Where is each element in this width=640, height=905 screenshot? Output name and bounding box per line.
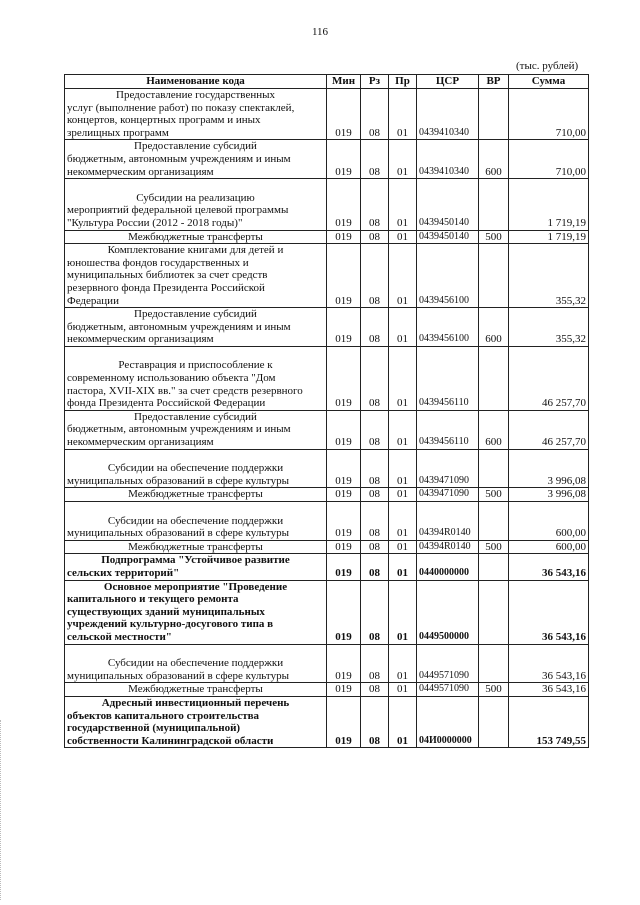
row-name-line: муниципальных образований в сфере культуры	[67, 669, 289, 682]
row-name	[65, 308, 327, 347]
row-name	[65, 580, 327, 644]
table-row	[65, 449, 589, 488]
row-vr	[479, 449, 509, 488]
row-min: 019	[327, 644, 361, 683]
row-vr	[479, 89, 509, 140]
row-name-line: Межбюджетные трансферты	[128, 540, 263, 553]
row-pr: 01	[389, 696, 417, 747]
table-row	[65, 410, 589, 449]
row-pr: 01	[389, 554, 417, 580]
row-min: 019	[327, 683, 361, 697]
row-pr: 01	[389, 580, 417, 644]
table-row	[65, 346, 589, 410]
table-row	[65, 244, 589, 308]
row-spacer	[67, 179, 324, 192]
row-pr: 01	[389, 346, 417, 410]
row-rz: 08	[361, 488, 389, 502]
row-vr: 600	[479, 140, 509, 179]
row-vr	[479, 502, 509, 541]
table-row	[65, 488, 589, 502]
row-csr: 0439456110	[417, 346, 479, 410]
row-pr: 01	[389, 179, 417, 230]
row-vr: 500	[479, 683, 509, 697]
row-csr: 0439456100	[417, 308, 479, 347]
row-min: 019	[327, 580, 361, 644]
row-sum: 355,32	[509, 308, 589, 347]
row-pr: 01	[389, 89, 417, 140]
row-rz: 08	[361, 140, 389, 179]
row-vr: 600	[479, 410, 509, 449]
row-min: 019	[327, 696, 361, 747]
row-vr: 600	[479, 308, 509, 347]
page-number: 116	[311, 26, 329, 38]
row-sum: 600,00	[509, 540, 589, 554]
row-rz: 08	[361, 89, 389, 140]
row-pr: 01	[389, 683, 417, 697]
row-name	[65, 140, 327, 179]
scan-edge-marks	[0, 720, 5, 900]
row-csr: 0449571090	[417, 644, 479, 683]
row-spacer	[67, 347, 324, 360]
row-name	[65, 244, 327, 308]
row-rz: 08	[361, 346, 389, 410]
row-name-line: Комплектование книгами для детей и	[107, 244, 284, 257]
row-name-line: собственности Калининградской области	[67, 734, 274, 747]
row-name-line: Федерации	[67, 294, 119, 307]
row-csr: 0439471090	[417, 488, 479, 502]
header-vr: ВР	[479, 75, 509, 89]
table-row	[65, 140, 589, 179]
row-min: 019	[327, 449, 361, 488]
row-vr	[479, 554, 509, 580]
row-name-line: Субсидии на реализацию	[136, 191, 255, 204]
table-row	[65, 89, 589, 140]
row-vr: 500	[479, 540, 509, 554]
row-csr: 0439456100	[417, 244, 479, 308]
row-min: 019	[327, 346, 361, 410]
row-sum: 3 996,08	[509, 449, 589, 488]
row-name-line: Предоставление государственных	[116, 89, 275, 101]
row-rz: 08	[361, 230, 389, 244]
row-name	[65, 346, 327, 410]
units-label: (тыс. рублей)	[516, 60, 579, 72]
row-name-line: Основное мероприятие "Проведение	[103, 580, 288, 593]
budget-table	[64, 74, 589, 748]
row-sum: 36 543,16	[509, 683, 589, 697]
row-vr	[479, 644, 509, 683]
row-min: 019	[327, 488, 361, 502]
table-row	[65, 554, 589, 580]
row-spacer	[67, 502, 324, 515]
row-csr: 0439450140	[417, 230, 479, 244]
row-name-line: муниципальных образований в сфере культуры	[67, 527, 289, 540]
row-name-line: объектов капитального строительства	[67, 709, 260, 722]
row-sum: 36 543,16	[509, 580, 589, 644]
row-vr: 500	[479, 230, 509, 244]
row-name-line: государственной (муниципальной)	[67, 722, 241, 735]
row-pr: 01	[389, 230, 417, 244]
row-min: 019	[327, 540, 361, 554]
row-pr: 01	[389, 488, 417, 502]
row-name-line: резервного фонда Президента Российской	[67, 281, 265, 294]
table-row	[65, 179, 589, 230]
row-name-line: юношества фондов государственных и	[67, 256, 249, 269]
row-name-line: бюджетным, автономным учреждениям и иным	[67, 320, 291, 333]
row-name-line: Межбюджетные трансферты	[128, 683, 263, 696]
row-name-line: Межбюджетные трансферты	[128, 230, 263, 243]
row-vr	[479, 580, 509, 644]
row-name-line: фонда Президента Российской Федерации	[67, 397, 266, 410]
row-pr: 01	[389, 410, 417, 449]
row-sum: 710,00	[509, 89, 589, 140]
row-name-line: сельской местности"	[67, 630, 172, 643]
row-min: 019	[327, 502, 361, 541]
row-min: 019	[327, 308, 361, 347]
row-name	[65, 410, 327, 449]
row-sum: 710,00	[509, 140, 589, 179]
row-sum: 1 719,19	[509, 179, 589, 230]
row-name-line: услуг (выполнение работ) по показу спектаклей,	[67, 101, 295, 114]
row-spacer	[67, 450, 324, 463]
row-name	[65, 540, 327, 554]
row-name	[65, 644, 327, 683]
row-name-line: бюджетным, автономным учреждениям и иным	[67, 423, 291, 436]
row-name	[65, 179, 327, 230]
row-rz: 08	[361, 308, 389, 347]
row-pr: 01	[389, 644, 417, 683]
table-row	[65, 230, 589, 244]
row-rz: 08	[361, 410, 389, 449]
row-name-line: Межбюджетные трансферты	[128, 488, 263, 501]
header-csr: ЦСР	[417, 75, 479, 89]
row-name	[65, 488, 327, 502]
row-name-line: Реставрация и приспособление к	[118, 359, 273, 372]
row-name-line: современному использованию объекта "Дом	[67, 372, 276, 385]
row-rz: 08	[361, 449, 389, 488]
row-rz: 08	[361, 644, 389, 683]
row-sum: 355,32	[509, 244, 589, 308]
row-name	[65, 89, 327, 140]
row-pr: 01	[389, 540, 417, 554]
row-name-line: некоммерческим организациям	[67, 165, 214, 178]
row-name-line: некоммерческим организациям	[67, 436, 214, 449]
row-name-line: Подпрограмма "Устойчивое развитие	[101, 554, 290, 567]
row-csr: 0439456110	[417, 410, 479, 449]
row-sum: 36 543,16	[509, 554, 589, 580]
row-name-line: муниципальных образований в сфере культуры	[67, 474, 289, 487]
row-csr: 0439471090	[417, 449, 479, 488]
row-csr: 04И0000000	[417, 696, 479, 747]
row-sum: 46 257,70	[509, 346, 589, 410]
row-sum: 46 257,70	[509, 410, 589, 449]
row-pr: 01	[389, 244, 417, 308]
row-sum: 3 996,08	[509, 488, 589, 502]
row-min: 019	[327, 140, 361, 179]
row-sum: 600,00	[509, 502, 589, 541]
table-row	[65, 580, 589, 644]
row-csr: 0439450140	[417, 179, 479, 230]
row-rz: 08	[361, 540, 389, 554]
row-name-line: бюджетным, автономным учреждениям и иным	[67, 152, 291, 165]
row-name	[65, 683, 327, 697]
row-sum: 1 719,19	[509, 230, 589, 244]
row-min: 019	[327, 89, 361, 140]
row-csr: 0449500000	[417, 580, 479, 644]
row-rz: 08	[361, 244, 389, 308]
row-vr: 500	[479, 488, 509, 502]
row-name-line: пастора, XVII-XIX вв." за счет средств резервного	[67, 384, 303, 397]
row-min: 019	[327, 230, 361, 244]
header-sum: Сумма	[509, 75, 589, 89]
row-csr: 04394R0140	[417, 540, 479, 554]
row-rz: 08	[361, 179, 389, 230]
row-name-line: сельских территорий"	[67, 566, 180, 579]
table-row	[65, 308, 589, 347]
table-row	[65, 683, 589, 697]
row-min: 019	[327, 244, 361, 308]
row-min: 019	[327, 410, 361, 449]
table-body	[65, 89, 589, 748]
header-min: Мин	[327, 75, 361, 89]
row-name	[65, 230, 327, 244]
row-csr: 0449571090	[417, 683, 479, 697]
row-name	[65, 502, 327, 541]
table-row	[65, 502, 589, 541]
row-csr: 0439410340	[417, 140, 479, 179]
row-vr	[479, 244, 509, 308]
row-name-line: Адресный инвестиционный перечень	[101, 696, 290, 709]
row-name-line: учреждений культурно-досугового типа в	[67, 618, 274, 631]
row-name-line: Субсидии на обеспечение поддержки	[107, 657, 284, 670]
row-name-line: Предоставление субсидий	[134, 140, 257, 153]
row-pr: 01	[389, 140, 417, 179]
row-rz: 08	[361, 580, 389, 644]
row-pr: 01	[389, 502, 417, 541]
row-sum: 153 749,55	[509, 696, 589, 747]
row-min: 019	[327, 554, 361, 580]
row-vr	[479, 346, 509, 410]
row-vr	[479, 696, 509, 747]
row-name	[65, 696, 327, 747]
row-name-line: концертов, концертных программ и иных	[67, 114, 261, 127]
row-pr: 01	[389, 449, 417, 488]
row-name-line: капитального и текущего ремонта	[67, 593, 239, 606]
row-vr	[479, 179, 509, 230]
row-name-line: мероприятий федеральной целевой программы	[67, 204, 289, 217]
row-name-line: Предоставление субсидий	[134, 410, 257, 423]
header-row	[65, 75, 589, 89]
row-name-line: Предоставление субсидий	[134, 308, 257, 321]
row-name-line: муниципальных библиотек за счет средств	[67, 269, 268, 282]
row-name	[65, 449, 327, 488]
row-name-line: некоммерческим организациям	[67, 333, 214, 346]
row-pr: 01	[389, 308, 417, 347]
table-row	[65, 644, 589, 683]
row-rz: 08	[361, 696, 389, 747]
header-rz: Рз	[361, 75, 389, 89]
row-csr: 0439410340	[417, 89, 479, 140]
row-rz: 08	[361, 554, 389, 580]
row-name-line: существующих зданий муниципальных	[67, 605, 265, 618]
header-pr: Пр	[389, 75, 417, 89]
row-min: 019	[327, 179, 361, 230]
row-name-line: "Культура России (2012 - 2018 годы)"	[67, 216, 243, 229]
table-row	[65, 696, 589, 747]
row-name	[65, 554, 327, 580]
row-rz: 08	[361, 683, 389, 697]
header-name: Наименование кода	[65, 75, 327, 89]
row-spacer	[67, 645, 324, 658]
row-name-line: зрелищных программ	[67, 126, 169, 139]
row-csr: 0440000000	[417, 554, 479, 580]
row-name-line: Субсидии на обеспечение поддержки	[107, 462, 284, 475]
table-row	[65, 540, 589, 554]
row-sum: 36 543,16	[509, 644, 589, 683]
row-rz: 08	[361, 502, 389, 541]
row-csr: 04394R0140	[417, 502, 479, 541]
row-name-line: Субсидии на обеспечение поддержки	[107, 514, 284, 527]
